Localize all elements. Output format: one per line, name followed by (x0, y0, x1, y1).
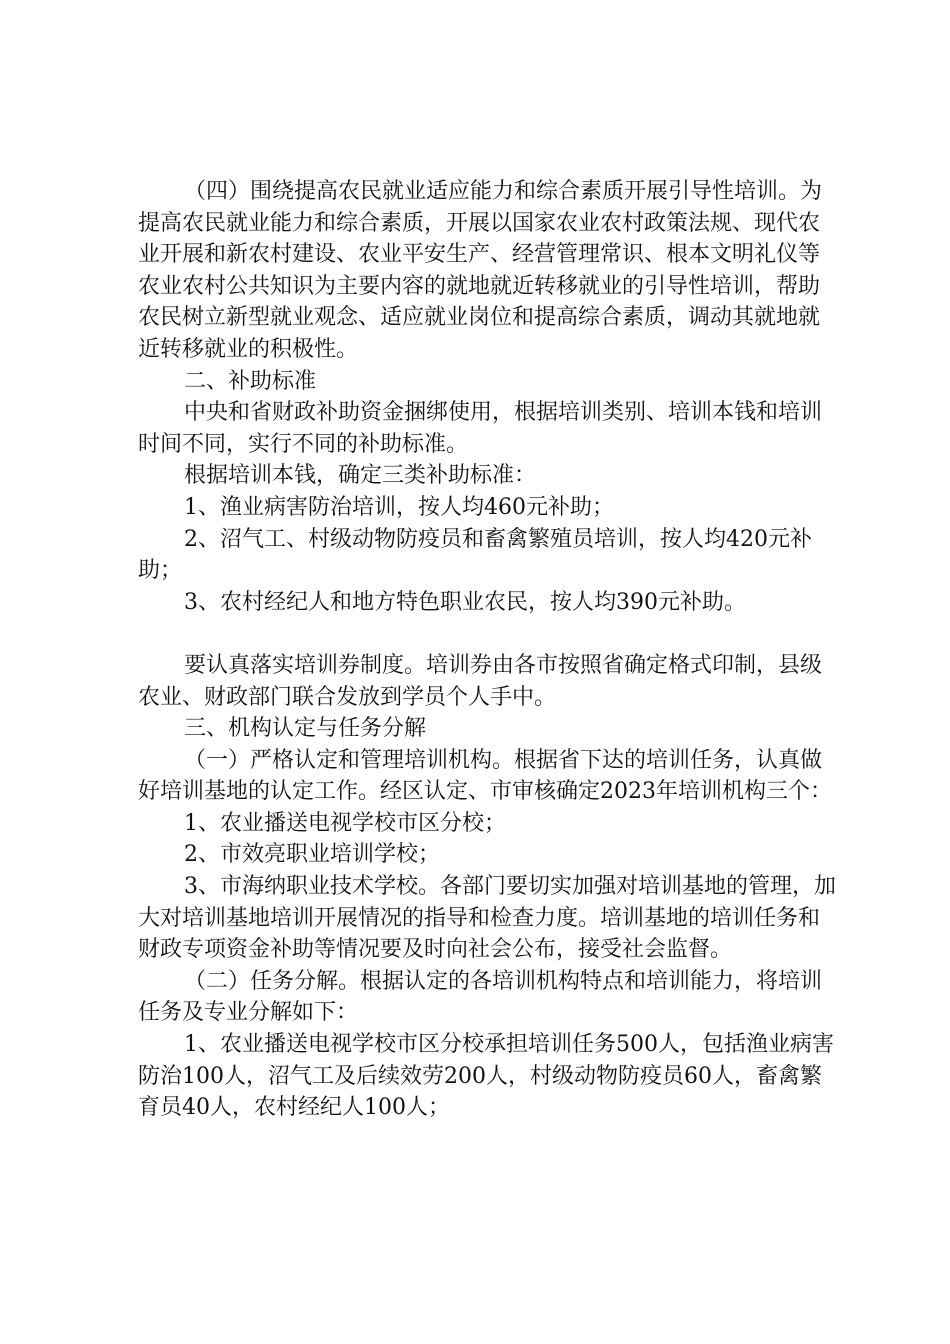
heading-institution-tasks: 三、机构认定与任务分解 (184, 716, 427, 742)
paragraph-subsidy-funds: 中央和省财政补助资金捆绑使用，根据培训类别、培训本钱和培训时间不同，实行不同的补助标准。 (138, 400, 823, 457)
paragraph-gap (138, 618, 838, 650)
paragraph-task-breakdown: （二）任务分解。根据认定的各培训机构特点和培训能力，将培训任务及专业分解如下： (138, 968, 823, 1026)
list-item-task-1: 1、农业播送电视学校市区分校承担培训任务500人，包括渔业病害防治100人，沼气工及后续效劳200人，村级动物防疫员60人，畜禽繁育员40人，农村经纪人100人； (138, 1032, 834, 1121)
list-item-standard-2: 2、沼气工、村级动物防疫员和畜禽繁殖员培训，按人均420元补助； (138, 526, 812, 584)
list-item-standard-3: 3、农村经纪人和地方特色职业农民，按人均390元补助。 (184, 589, 746, 615)
paragraph-three-standards: 根据培训本钱，确定三类补助标准： (184, 463, 537, 489)
list-item-institution-3: 3、市海纳职业技术学校。各部门要切实加强对培训基地的管理，加大对培训基地培训开展情况的指导和检查力度。培训基地的培训任务和财政专项资金补助等情况要及时向社会公布，接受社会监督。 (138, 874, 836, 963)
paragraph-training-guidance: （四）围绕提高农民就业适应能力和综合素质开展引导性培训。为提高农民就业能力和综合素质，开展以国家农业农村政策法规、现代农业开展和新农村建设、农业平安生产、经营管理常识、根本文明礼仪等农业农村公共知识为主要内容的就地就近转移就业的引导性培训，帮助农民树立新型就业观念、适应就业岗位和提高综合素质，调动其就地就近转移就业的积极性。 (138, 179, 823, 362)
paragraph-voucher-system: 要认真落实培训券制度。培训券由各市按照省确定格式印制，县级农业、财政部门联合发放到学员个人手中。 (138, 652, 823, 710)
list-item-institution-2: 2、市效亮职业培训学校； (184, 842, 440, 868)
paragraph-institution-accreditation: （一）严格认定和管理培训机构。根据省下达的培训任务，认真做好培训基地的认定工作。经区认定、市审核确定2023年培训机构三个： (138, 747, 832, 805)
list-item-institution-1: 1、农业播送电视学校市区分校； (184, 810, 506, 836)
heading-subsidy-standard: 二、补助标准 (184, 368, 317, 394)
list-item-standard-1: 1、渔业病害防治培训，按人均460元补助； (184, 494, 614, 520)
document-page (138, 176, 838, 1124)
